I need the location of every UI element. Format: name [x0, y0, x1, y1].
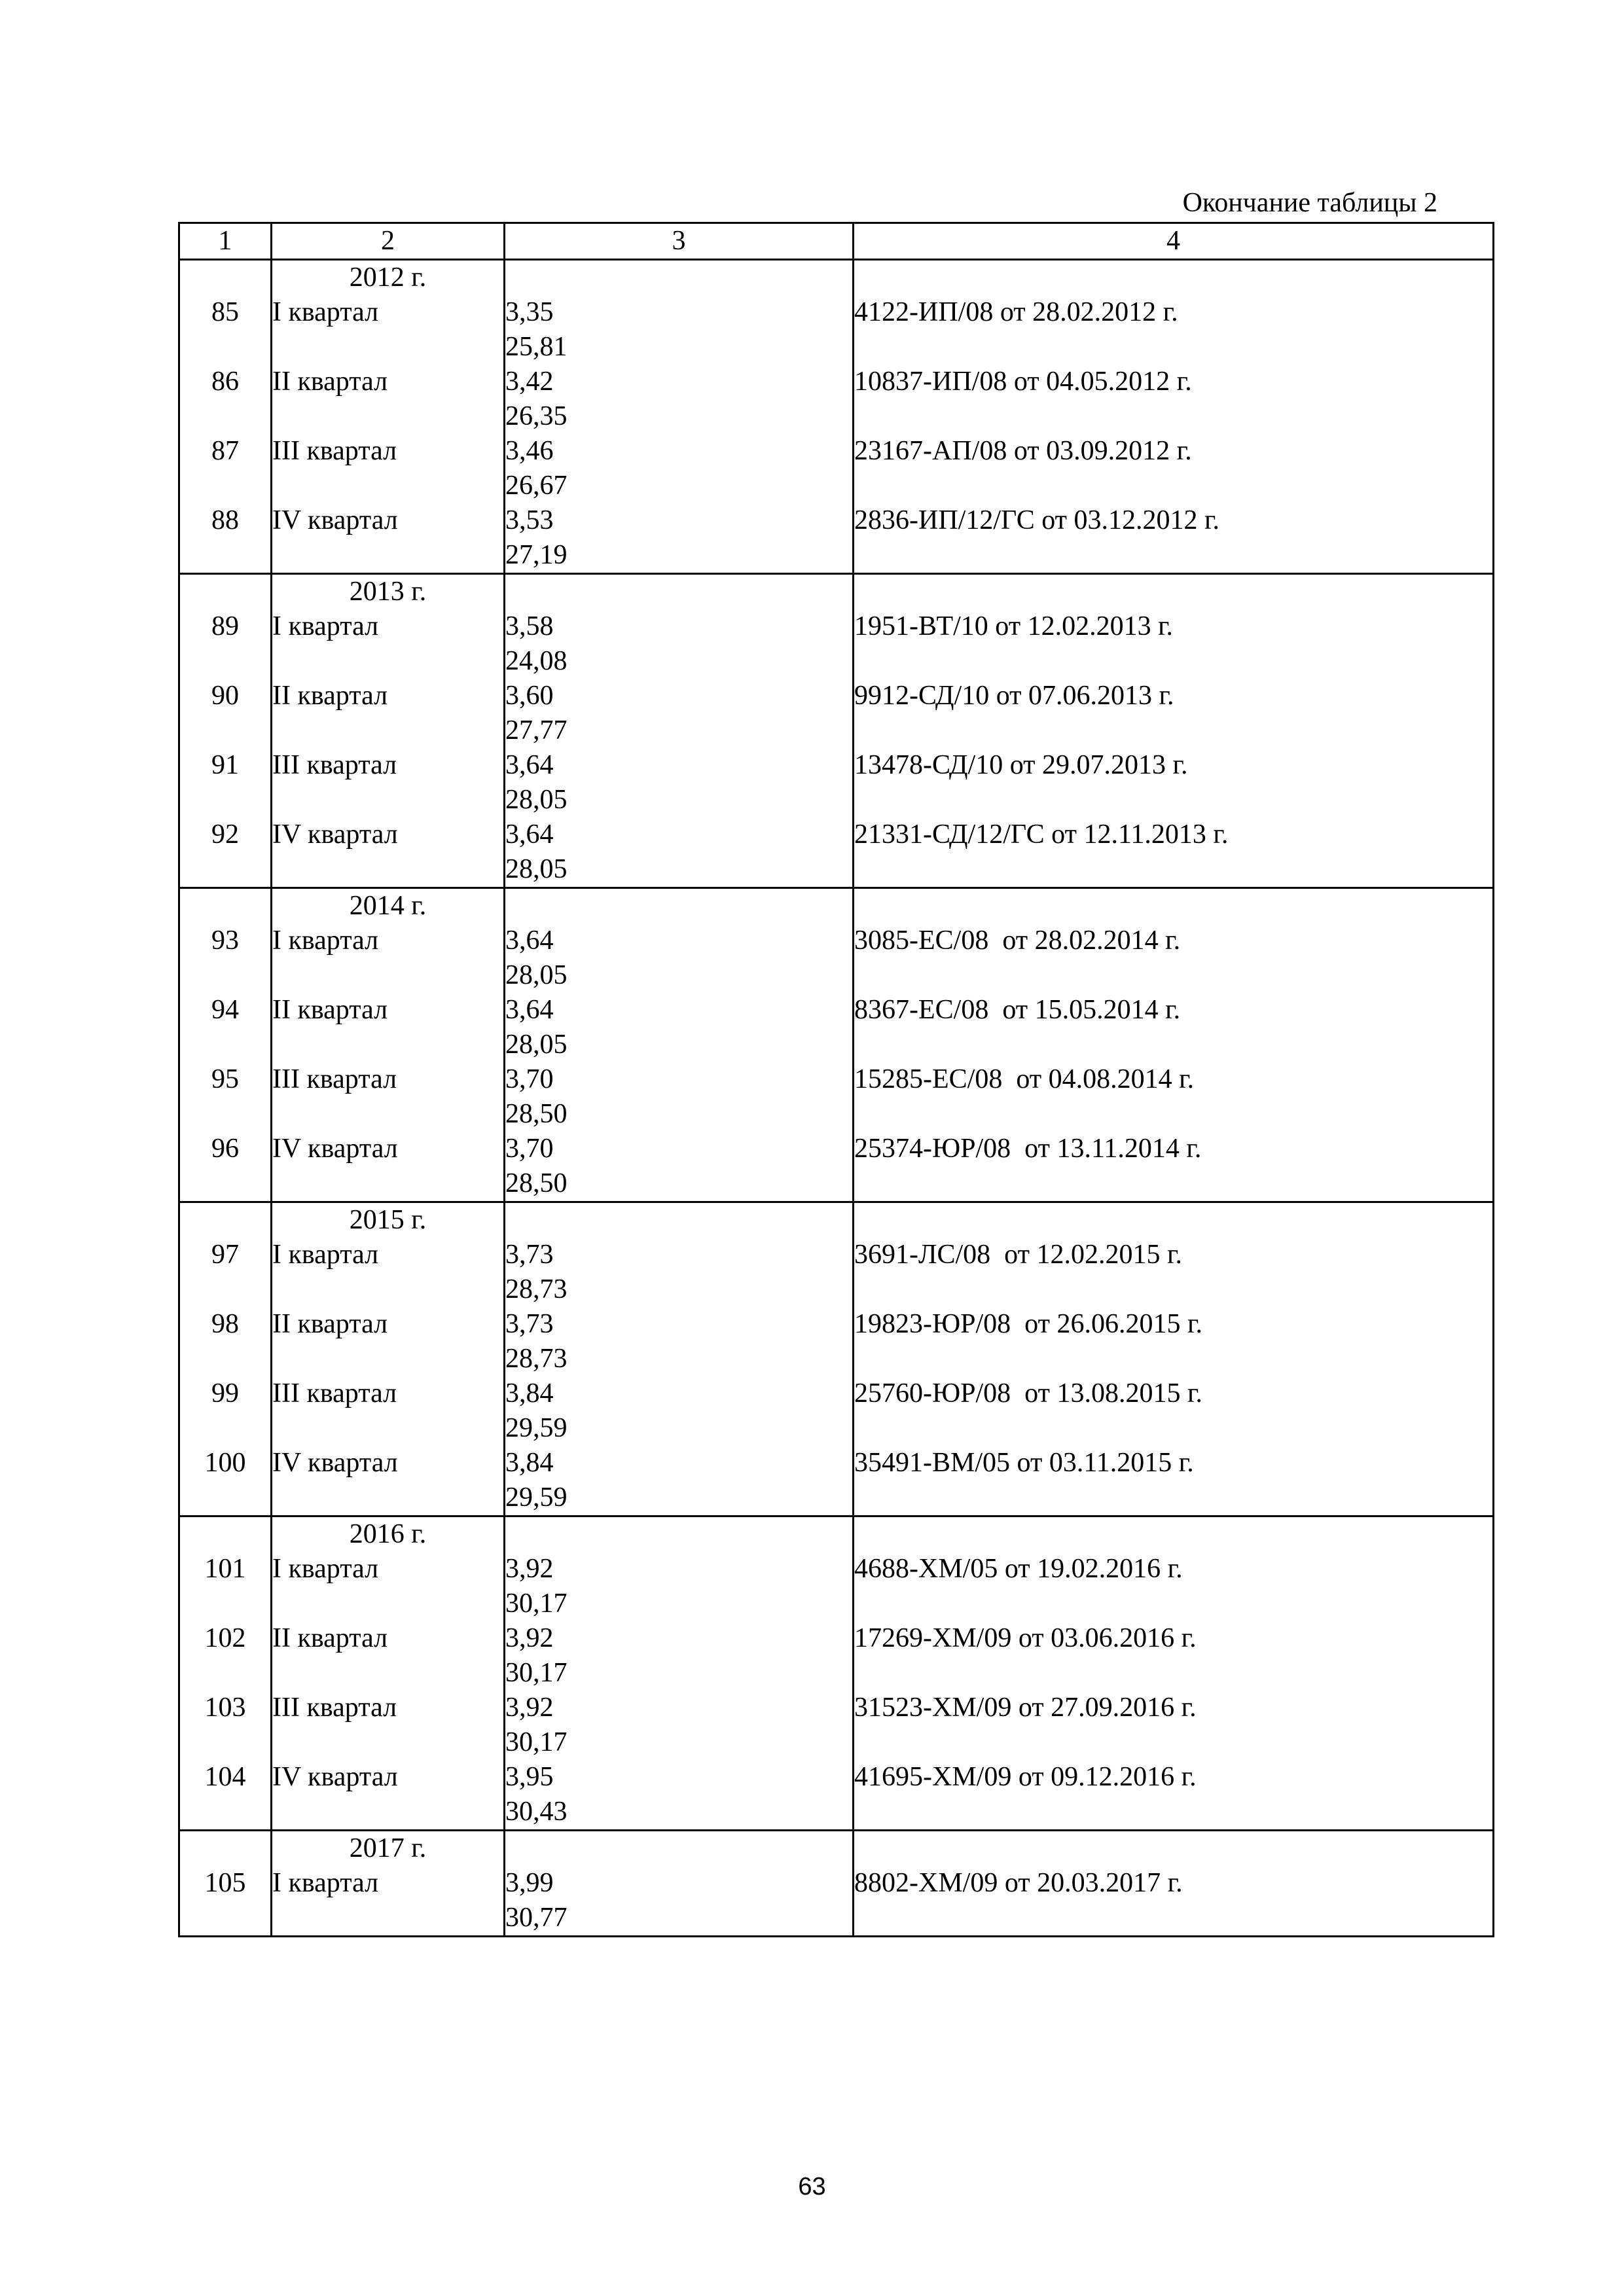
document-reference: 1951-ВТ/10 от 12.02.2013 г.: [854, 609, 1494, 679]
document-reference: 9912-СД/10 от 07.06.2013 г.: [854, 679, 1494, 748]
index-value-secondary: 30,17: [505, 1588, 568, 1619]
row-number: 99: [179, 1376, 272, 1446]
row-number: 104: [179, 1760, 272, 1831]
quarter-label: III квартал: [272, 1376, 505, 1446]
index-value-primary: 3,70: [505, 1064, 554, 1094]
column-header-1: 1: [179, 223, 272, 260]
index-value-secondary: 28,05: [505, 854, 568, 884]
row-number: 103: [179, 1691, 272, 1760]
row-number: 105: [179, 1866, 272, 1937]
index-value-secondary: 27,77: [505, 715, 568, 745]
row-number: 100: [179, 1446, 272, 1516]
index-value-secondary: 28,05: [505, 1030, 568, 1060]
index-value-primary: 3,42: [505, 367, 554, 397]
index-values: [505, 748, 854, 817]
index-value-primary: 3,73: [505, 1309, 554, 1339]
row-number: 88: [179, 503, 272, 574]
document-reference: 25374-ЮР/08 от 13.11.2014 г.: [854, 1132, 1494, 1202]
year-row: [179, 888, 1494, 924]
empty-cell: [854, 260, 1494, 296]
table-row: [179, 679, 1494, 748]
document-reference: 41695-ХМ/09 от 09.12.2016 г.: [854, 1760, 1494, 1831]
quarter-label: II квартал: [272, 993, 505, 1062]
index-value-primary: 3,53: [505, 505, 554, 535]
header-row: [179, 223, 1494, 260]
index-values: [505, 434, 854, 503]
index-value-primary: 3,84: [505, 1448, 554, 1478]
quarter-label: I квартал: [272, 1866, 505, 1937]
column-header-4: 4: [854, 223, 1494, 260]
document-reference: 23167-АП/08 от 03.09.2012 г.: [854, 434, 1494, 503]
table-row: [179, 1552, 1494, 1621]
index-values: [505, 924, 854, 993]
quarter-label: IV квартал: [272, 1446, 505, 1516]
year-label: 2017 г.: [272, 1831, 505, 1867]
empty-cell: [179, 1202, 272, 1238]
empty-cell: [179, 1831, 272, 1867]
index-value-secondary: 25,81: [505, 332, 568, 362]
index-values: [505, 1866, 854, 1937]
empty-cell: [854, 1831, 1494, 1867]
table-caption: Окончание таблицы 2: [1182, 188, 1437, 218]
year-label: 2013 г.: [272, 574, 505, 610]
quarter-label: IV квартал: [272, 1132, 505, 1202]
index-value-secondary: 29,59: [505, 1482, 568, 1513]
index-value-secondary: 28,05: [505, 960, 568, 990]
table-row: [179, 434, 1494, 503]
index-values: [505, 365, 854, 434]
quarter-label: I квартал: [272, 609, 505, 679]
year-section: [179, 1831, 1494, 1937]
index-value-primary: 3,95: [505, 1762, 554, 1792]
quarter-label: IV квартал: [272, 503, 505, 574]
table-row: [179, 748, 1494, 817]
index-values: [505, 609, 854, 679]
row-number: 93: [179, 924, 272, 993]
table-row: [179, 993, 1494, 1062]
row-number: 91: [179, 748, 272, 817]
empty-cell: [854, 888, 1494, 924]
table-row: [179, 1132, 1494, 1202]
table-row: [179, 1446, 1494, 1516]
index-value-primary: 3,92: [505, 1554, 554, 1584]
year-section: [179, 888, 1494, 1202]
index-value-primary: 3,64: [505, 819, 554, 850]
index-values: [505, 503, 854, 574]
table-row: [179, 1691, 1494, 1760]
index-value-secondary: 30,17: [505, 1658, 568, 1688]
quarter-label: III квартал: [272, 434, 505, 503]
column-header-3: 3: [505, 223, 854, 260]
year-section: [179, 1516, 1494, 1831]
table-row: [179, 1307, 1494, 1376]
empty-cell: [854, 574, 1494, 610]
index-value-primary: 3,70: [505, 1134, 554, 1164]
index-value-secondary: 30,77: [505, 1903, 568, 1933]
document-reference: 17269-ХМ/09 от 03.06.2016 г.: [854, 1621, 1494, 1691]
document-reference: 3691-ЛС/08 от 12.02.2015 г.: [854, 1238, 1494, 1307]
quarter-label: III квартал: [272, 1062, 505, 1132]
table-row: [179, 295, 1494, 365]
document-reference: 31523-ХМ/09 от 27.09.2016 г.: [854, 1691, 1494, 1760]
row-number: 98: [179, 1307, 272, 1376]
index-values: [505, 1621, 854, 1691]
index-values: [505, 1062, 854, 1132]
table-row: [179, 1238, 1494, 1307]
index-value-primary: 3,58: [505, 611, 554, 641]
index-value-primary: 3,92: [505, 1623, 554, 1653]
document-reference: 4122-ИП/08 от 28.02.2012 г.: [854, 295, 1494, 365]
table-row: [179, 1062, 1494, 1132]
empty-cell: [505, 1516, 854, 1552]
index-value-secondary: 28,73: [505, 1274, 568, 1304]
index-values: [505, 1238, 854, 1307]
index-value-secondary: 30,17: [505, 1727, 568, 1757]
empty-cell: [505, 1831, 854, 1867]
row-number: 102: [179, 1621, 272, 1691]
index-values: [505, 1376, 854, 1446]
index-values: [505, 1132, 854, 1202]
table-row: [179, 609, 1494, 679]
index-values: [505, 1446, 854, 1516]
document-reference: 8367-ЕС/08 от 15.05.2014 г.: [854, 993, 1494, 1062]
year-section: [179, 260, 1494, 574]
page-number: 63: [798, 2173, 826, 2200]
index-values: [505, 679, 854, 748]
empty-cell: [854, 1202, 1494, 1238]
row-number: 92: [179, 817, 272, 888]
year-section: [179, 1202, 1494, 1516]
index-value-secondary: 30,43: [505, 1797, 568, 1827]
index-value-primary: 3,35: [505, 297, 554, 327]
year-label: 2015 г.: [272, 1202, 505, 1238]
index-value-secondary: 28,50: [505, 1168, 568, 1198]
empty-cell: [179, 1516, 272, 1552]
document-reference: 13478-СД/10 от 29.07.2013 г.: [854, 748, 1494, 817]
table-row: [179, 1621, 1494, 1691]
document-reference: 35491-ВМ/05 от 03.11.2015 г.: [854, 1446, 1494, 1516]
document-reference: 8802-ХМ/09 от 20.03.2017 г.: [854, 1866, 1494, 1937]
index-value-primary: 3,60: [505, 681, 554, 711]
row-number: 96: [179, 1132, 272, 1202]
year-row: [179, 260, 1494, 296]
quarter-label: I квартал: [272, 1238, 505, 1307]
document-reference: 15285-ЕС/08 от 04.08.2014 г.: [854, 1062, 1494, 1132]
index-value-secondary: 28,50: [505, 1099, 568, 1129]
year-row: [179, 574, 1494, 610]
index-value-secondary: 27,19: [505, 540, 568, 570]
quarter-label: I квартал: [272, 295, 505, 365]
empty-cell: [505, 1202, 854, 1238]
index-value-primary: 3,46: [505, 436, 554, 466]
empty-cell: [179, 260, 272, 296]
column-header-2: 2: [272, 223, 505, 260]
index-value-primary: 3,64: [505, 925, 554, 956]
quarter-label: I квартал: [272, 924, 505, 993]
table-row: [179, 1376, 1494, 1446]
index-value-secondary: 24,08: [505, 646, 568, 676]
index-value-primary: 3,92: [505, 1693, 554, 1723]
index-value-primary: 3,64: [505, 750, 554, 780]
table-row: [179, 924, 1494, 993]
table-row: [179, 365, 1494, 434]
quarter-label: II квартал: [272, 1307, 505, 1376]
index-values: [505, 1552, 854, 1621]
year-row: [179, 1831, 1494, 1867]
year-label: 2016 г.: [272, 1516, 505, 1552]
table-row: [179, 1866, 1494, 1937]
empty-cell: [505, 574, 854, 610]
document-reference: 21331-СД/12/ГС от 12.11.2013 г.: [854, 817, 1494, 888]
index-values: [505, 1691, 854, 1760]
document-reference: 2836-ИП/12/ГС от 03.12.2012 г.: [854, 503, 1494, 574]
row-number: 94: [179, 993, 272, 1062]
document-reference: 25760-ЮР/08 от 13.08.2015 г.: [854, 1376, 1494, 1446]
table-row: [179, 1760, 1494, 1831]
index-value-primary: 3,84: [505, 1378, 554, 1408]
quarter-label: II квартал: [272, 365, 505, 434]
table-row: [179, 817, 1494, 888]
index-value-primary: 3,99: [505, 1868, 554, 1898]
year-row: [179, 1516, 1494, 1552]
empty-cell: [505, 260, 854, 296]
row-number: 87: [179, 434, 272, 503]
year-section: [179, 574, 1494, 888]
index-values: [505, 817, 854, 888]
empty-cell: [854, 1516, 1494, 1552]
quarter-label: IV квартал: [272, 1760, 505, 1831]
empty-cell: [505, 888, 854, 924]
index-values: [505, 993, 854, 1062]
quarter-label: IV квартал: [272, 817, 505, 888]
data-table: [178, 222, 1494, 1937]
year-label: 2012 г.: [272, 260, 505, 296]
index-values: [505, 295, 854, 365]
index-value-secondary: 29,59: [505, 1413, 568, 1443]
year-label: 2014 г.: [272, 888, 505, 924]
index-value-secondary: 28,73: [505, 1344, 568, 1374]
row-number: 95: [179, 1062, 272, 1132]
document-reference: 3085-ЕС/08 от 28.02.2014 г.: [854, 924, 1494, 993]
quarter-label: III квартал: [272, 1691, 505, 1760]
row-number: 101: [179, 1552, 272, 1621]
document-reference: 10837-ИП/08 от 04.05.2012 г.: [854, 365, 1494, 434]
table-row: [179, 503, 1494, 574]
row-number: 90: [179, 679, 272, 748]
row-number: 85: [179, 295, 272, 365]
index-value-secondary: 26,67: [505, 471, 568, 501]
index-values: [505, 1307, 854, 1376]
year-row: [179, 1202, 1494, 1238]
empty-cell: [179, 888, 272, 924]
document-reference: 4688-ХМ/05 от 19.02.2016 г.: [854, 1552, 1494, 1621]
empty-cell: [179, 574, 272, 610]
index-value-primary: 3,73: [505, 1240, 554, 1270]
row-number: 97: [179, 1238, 272, 1307]
index-value-secondary: 26,35: [505, 401, 568, 431]
quarter-label: II квартал: [272, 1621, 505, 1691]
row-number: 86: [179, 365, 272, 434]
quarter-label: II квартал: [272, 679, 505, 748]
quarter-label: I квартал: [272, 1552, 505, 1621]
row-number: 89: [179, 609, 272, 679]
index-values: [505, 1760, 854, 1831]
index-value-secondary: 28,05: [505, 785, 568, 815]
document-reference: 19823-ЮР/08 от 26.06.2015 г.: [854, 1307, 1494, 1376]
index-value-primary: 3,64: [505, 995, 554, 1025]
quarter-label: III квартал: [272, 748, 505, 817]
